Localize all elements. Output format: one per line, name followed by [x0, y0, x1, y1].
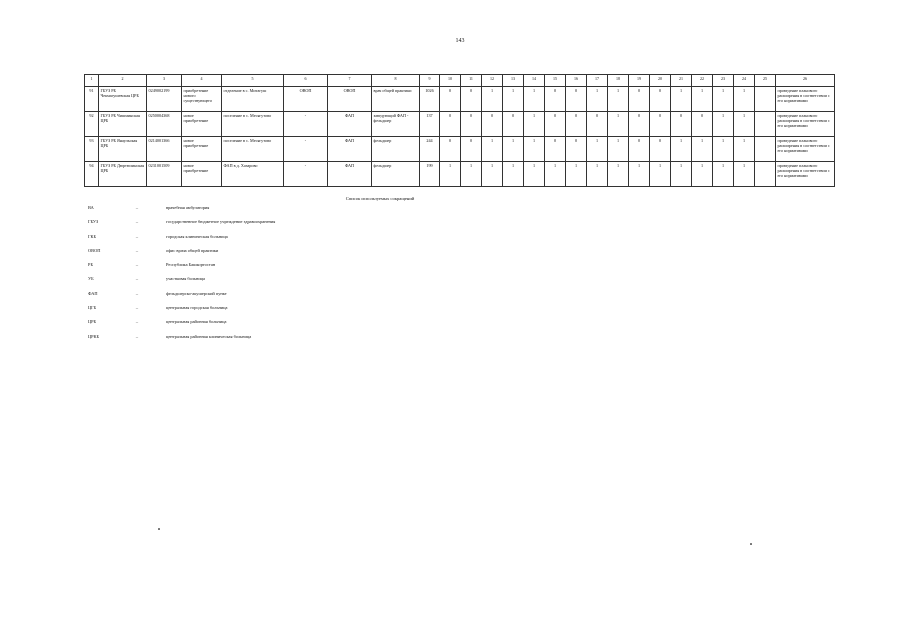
indicator-cell: 1 [482, 137, 503, 162]
note-cell: проведение планового расширения в соответствии с его нормативами [776, 137, 835, 162]
indicator-cell: 1 [713, 112, 734, 137]
indicator-cell: 1 [671, 137, 692, 162]
table-row [85, 87, 835, 112]
abbreviation-item [88, 234, 488, 248]
current-type-cell: - [284, 137, 328, 162]
scan-speck [750, 543, 752, 545]
abbreviation-definition: центральная городская больница [166, 305, 228, 311]
indicator-cell: 0 [461, 112, 482, 137]
indicator-cell: 1 [587, 137, 608, 162]
abbreviation-term: ГКБ [88, 233, 96, 239]
location-cell: отделение в с. Митагуш [222, 87, 284, 112]
location-cell: поселение в с. Месягутово [222, 112, 284, 137]
location-cell: поселение в с. Месягутово [222, 137, 284, 162]
row-number-cell: 94 [85, 162, 99, 187]
table-row [85, 162, 835, 187]
location-cell: ФАП в д. Хазарово [222, 162, 284, 187]
indicator-cell: 1 [713, 137, 734, 162]
position-cell: фельдшер [372, 162, 420, 187]
column-number-header: 16 [566, 75, 587, 87]
abbreviation-term: УБ [88, 276, 94, 282]
column-number-header: 3 [147, 75, 182, 87]
abbreviation-definition: фельдшерско-акушерский пункт [166, 290, 227, 296]
page-number: 143 [455, 38, 465, 44]
institution-cell: ГБУЗ РБ Янаульская ЦРБ [99, 137, 147, 162]
acquisition-type-cell: новое приобретение [182, 112, 222, 137]
population-cell: 199 [420, 162, 440, 187]
abbreviation-term: ВА [88, 205, 94, 210]
abbreviation-item [88, 334, 488, 348]
scan-speck [158, 528, 160, 530]
indicator-cell: 1 [650, 162, 671, 187]
abbreviation-dash: – [135, 333, 139, 339]
column-number-header: 13 [503, 75, 524, 87]
table-row [85, 137, 835, 162]
indicator-cell: 1 [734, 137, 755, 162]
abbreviation-term: ГБУЗ [88, 219, 99, 225]
note-cell: проведение планового расширения в соответствии с его нормативами [776, 87, 835, 112]
indicator-cell [755, 87, 776, 112]
acquisition-type-cell: приобретение нового существующего [182, 87, 222, 112]
indicator-cell: 1 [608, 87, 629, 112]
column-number-header: 1 [85, 75, 99, 87]
abbreviation-dash: – [135, 319, 139, 325]
indicator-cell: 1 [545, 162, 566, 187]
indicator-cell: 1 [482, 162, 503, 187]
column-number-header: 23 [713, 75, 734, 87]
indicator-cell: 1 [692, 137, 713, 162]
column-number-header: 6 [284, 75, 328, 87]
indicator-cell: 1 [734, 87, 755, 112]
table-row [85, 112, 835, 137]
abbreviation-item [88, 291, 488, 305]
abbreviation-dash: – [135, 219, 139, 225]
abbreviation-definition: офис врача общей практики [166, 247, 219, 253]
position-cell: врач общей практики [372, 87, 420, 112]
column-number-header: 12 [482, 75, 503, 87]
indicator-cell: 1 [482, 87, 503, 112]
indicator-cell: 1 [566, 162, 587, 187]
indicator-cell: 1 [461, 162, 482, 187]
current-type-cell: ОВОП [284, 87, 328, 112]
indicator-cell: 0 [461, 137, 482, 162]
indicator-cell: 0 [440, 87, 461, 112]
column-number-header: 5 [222, 75, 284, 87]
indicator-cell: 1 [503, 162, 524, 187]
facilities-table [84, 74, 835, 187]
indicator-cell: 1 [734, 112, 755, 137]
abbreviation-definition: государственное бюджетное учреждение здравоохранения [166, 219, 276, 225]
indicator-cell: 1 [524, 137, 545, 162]
abbreviations-list [88, 205, 488, 348]
abbreviation-item [88, 248, 488, 262]
abbreviation-dash: – [135, 247, 139, 253]
column-number-header: 24 [734, 75, 755, 87]
indicator-cell: 0 [482, 112, 503, 137]
position-cell: фельдшер [372, 137, 420, 162]
inn-cell: 0214001366 [147, 137, 182, 162]
abbreviation-term: ФАП [88, 290, 98, 296]
indicator-cell: 0 [545, 137, 566, 162]
indicator-cell: 0 [650, 112, 671, 137]
column-number-header: 4 [182, 75, 222, 87]
indicator-cell: 1 [524, 162, 545, 187]
abbreviation-dash: – [135, 276, 139, 282]
column-number-header: 17 [587, 75, 608, 87]
indicator-cell: 1 [671, 87, 692, 112]
column-number-header: 26 [776, 75, 835, 87]
abbreviation-dash: – [135, 305, 139, 311]
institution-cell: ГБУЗ РБ Дюртюлинская ЦРБ [99, 162, 147, 187]
position-cell: заведующий ФАП - фельдшер [372, 112, 420, 137]
abbreviation-definition: центральная районная клиническая больница [166, 333, 252, 339]
indicator-cell: 0 [629, 137, 650, 162]
column-number-header: 18 [608, 75, 629, 87]
abbreviations-title: Список используемых сокращений [345, 196, 415, 201]
column-number-header: 25 [755, 75, 776, 87]
abbreviation-dash: – [135, 262, 139, 268]
inn-cell: 0250004368 [147, 112, 182, 137]
abbreviation-definition: врачебная амбулатория [166, 205, 210, 210]
column-number-header: 9 [420, 75, 440, 87]
indicator-cell: 1 [671, 162, 692, 187]
column-number-header: 20 [650, 75, 671, 87]
indicator-cell: 1 [608, 137, 629, 162]
column-number-header: 19 [629, 75, 650, 87]
indicator-cell: 1 [440, 162, 461, 187]
inn-cell: 0249002199 [147, 87, 182, 112]
abbreviation-term: ОВОП [88, 247, 101, 253]
abbreviation-term: ЦГБ [88, 305, 97, 311]
column-number-header: 7 [328, 75, 372, 87]
indicator-cell [755, 162, 776, 187]
indicator-cell: 0 [440, 112, 461, 137]
facility-type-cell: ФАП [328, 162, 372, 187]
indicator-cell: 1 [503, 87, 524, 112]
facility-type-cell: ФАП [328, 137, 372, 162]
indicator-cell: 0 [545, 112, 566, 137]
column-number-header: 21 [671, 75, 692, 87]
indicator-cell [755, 112, 776, 137]
population-cell: 244 [420, 137, 440, 162]
indicator-cell: 0 [440, 137, 461, 162]
indicator-cell: 1 [503, 137, 524, 162]
indicator-cell: 0 [650, 87, 671, 112]
indicator-cell: 1 [608, 162, 629, 187]
column-number-header: 15 [545, 75, 566, 87]
abbreviation-item [88, 205, 488, 219]
abbreviation-item [88, 219, 488, 233]
inn-cell: 0231001509 [147, 162, 182, 187]
current-type-cell: - [284, 112, 328, 137]
note-cell: проведение планового расширения в соответствии с его нормативами [776, 112, 835, 137]
abbreviation-item [88, 276, 488, 290]
column-number-row [85, 75, 835, 87]
abbreviation-term: РБ [88, 262, 93, 268]
abbreviation-definition: городская клиническая больница [166, 233, 228, 239]
indicator-cell: 1 [629, 162, 650, 187]
abbreviation-definition: Республика Башкортостан [166, 262, 216, 268]
indicator-cell: 0 [566, 112, 587, 137]
indicator-cell: 0 [566, 87, 587, 112]
abbreviation-item [88, 319, 488, 333]
column-number-header: 14 [524, 75, 545, 87]
facility-type-cell: ФАП [328, 112, 372, 137]
population-cell: 1026 [420, 87, 440, 112]
indicator-cell: 0 [629, 112, 650, 137]
indicator-cell: 1 [734, 162, 755, 187]
indicator-cell: 1 [524, 112, 545, 137]
indicator-cell: 0 [503, 112, 524, 137]
abbreviation-dash: – [135, 233, 139, 239]
abbreviation-item [88, 262, 488, 276]
abbreviation-term: ЦРКБ [88, 333, 100, 339]
abbreviation-item [88, 305, 488, 319]
indicator-cell: 1 [524, 87, 545, 112]
facility-type-cell: ОВОП [328, 87, 372, 112]
column-number-header: 8 [372, 75, 420, 87]
acquisition-type-cell: новое приобретение [182, 162, 222, 187]
indicator-cell: 1 [713, 162, 734, 187]
row-number-cell: 91 [85, 87, 99, 112]
column-number-header: 22 [692, 75, 713, 87]
current-type-cell: - [284, 162, 328, 187]
indicator-cell: 0 [692, 112, 713, 137]
note-cell: проведение планового расширения в соответствии с его нормативами [776, 162, 835, 187]
indicator-cell: 0 [587, 112, 608, 137]
row-number-cell: 92 [85, 112, 99, 137]
indicator-cell: 1 [587, 162, 608, 187]
population-cell: 137 [420, 112, 440, 137]
indicator-cell: 1 [608, 112, 629, 137]
indicator-cell: 1 [692, 87, 713, 112]
indicator-cell: 1 [713, 87, 734, 112]
institution-cell: ГБУЗ РБ Чишминская ЦРБ [99, 112, 147, 137]
indicator-cell: 0 [566, 137, 587, 162]
abbreviation-dash: – [135, 290, 139, 296]
row-number-cell: 93 [85, 137, 99, 162]
indicator-cell [755, 137, 776, 162]
indicator-cell: 1 [692, 162, 713, 187]
indicator-cell: 0 [650, 137, 671, 162]
column-number-header: 11 [461, 75, 482, 87]
acquisition-type-cell: новое приобретение [182, 137, 222, 162]
indicator-cell: 1 [587, 87, 608, 112]
column-number-header: 2 [99, 75, 147, 87]
indicator-cell: 0 [629, 87, 650, 112]
indicator-cell: 0 [671, 112, 692, 137]
column-number-header: 10 [440, 75, 461, 87]
indicator-cell: 0 [461, 87, 482, 112]
abbreviation-dash: – [135, 205, 139, 210]
institution-cell: ГБУЗ РБ Чекмагушевская ЦРБ [99, 87, 147, 112]
abbreviation-definition: центральная районная больница [166, 319, 227, 325]
abbreviation-definition: участковая больница [166, 276, 205, 282]
indicator-cell: 0 [545, 87, 566, 112]
abbreviation-term: ЦРБ [88, 319, 97, 325]
